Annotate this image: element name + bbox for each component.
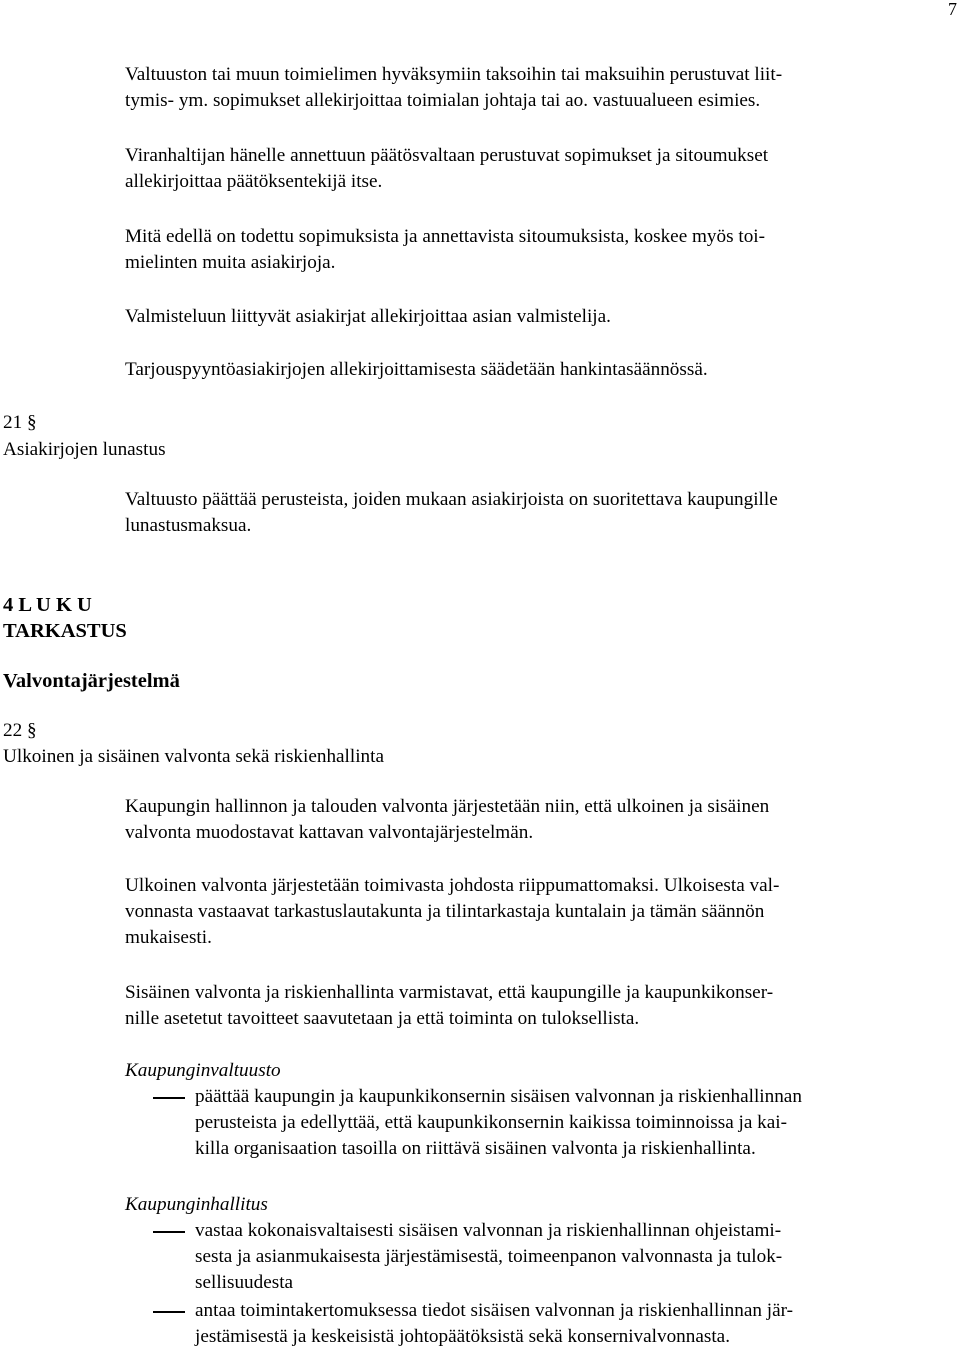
paragraph-tender-documents: Tarjouspyyntöasiakirjojen allekirjoittamisesta säädetään hankintasäännössä. xyxy=(125,359,708,380)
list-item-text xyxy=(195,1218,925,1296)
text-line: sellisuudesta xyxy=(195,1272,294,1293)
section-21-number xyxy=(3,410,37,436)
text-line: jestämisestä ja keskeisistä johtopäätöksistä sekä konsernivalvonnasta. xyxy=(195,1326,730,1347)
list-item-text xyxy=(195,1298,925,1350)
paragraph-internal-control xyxy=(125,980,925,1032)
paragraph-contracts-fees xyxy=(125,62,925,114)
text-line: vonnasta vastaavat tarkastuslautakunta ja tilintarkastaja kuntalain ja tämän säännön xyxy=(125,901,765,922)
text-line: killa organisaation tasoilla on riittävä sisäinen valvonta ja riskienhallinta. xyxy=(195,1138,756,1159)
list-item xyxy=(125,1084,925,1164)
text-line: tymis- ym. sopimukset allekirjoittaa toimialan johtaja tai ao. vastuualueen esimies. xyxy=(125,90,761,111)
list-item xyxy=(125,1298,925,1352)
list-item-text xyxy=(195,1084,925,1162)
text-line: Viranhaltijan hänelle annettuun päätösvaltaan perustuvat sopimukset ja sitoumukset xyxy=(125,145,769,166)
text-line: vastaa kokonaisvaltaisesti sisäisen valvonnan ja riskienhallinnan ohjeistami- xyxy=(195,1220,782,1241)
section-sign-icon: § xyxy=(26,412,37,433)
text-line: antaa toimintakertomuksessa tiedot sisäisen valvonnan ja riskienhallinnan jär- xyxy=(195,1300,793,1321)
text-line: valvonta muodostavat kattavan valvontajärjestelmän. xyxy=(125,822,534,843)
heading-city-council: Kaupunginvaltuusto xyxy=(125,1060,281,1081)
paragraph-control-system xyxy=(125,794,925,846)
dash-bullet xyxy=(153,1311,185,1313)
section-number: 22 xyxy=(3,720,23,741)
page-number: 7 xyxy=(948,0,957,19)
text-line: Mitä edellä on todettu sopimuksista ja annettavista sitoumuksista, koskee myös toi- xyxy=(125,226,766,247)
text-line: Valtuuston tai muun toimielimen hyväksymiin taksoihin tai maksuihin perustuvat liit- xyxy=(125,64,783,85)
chapter-number: 4 L U K U xyxy=(3,594,92,616)
subheading-control-system: Valvontajärjestelmä xyxy=(3,670,180,692)
section-sign-icon: § xyxy=(26,720,37,741)
text-line: mukaisesti. xyxy=(125,927,212,948)
text-line: Valtuusto päättää perusteista, joiden mukaan asiakirjoista on suoritettava kaupungille xyxy=(125,489,778,510)
text-line: nille asetetut tavoitteet saavutetaan ja että toiminta on tuloksellista. xyxy=(125,1008,640,1029)
paragraph-other-documents xyxy=(125,224,925,276)
section-number: 21 xyxy=(3,412,23,433)
section-22-title: Ulkoinen ja sisäinen valvonta sekä riskienhallinta xyxy=(3,746,384,767)
section-22-number xyxy=(3,718,37,744)
paragraph-official-contracts xyxy=(125,143,925,195)
paragraph-external-control xyxy=(125,873,925,951)
heading-city-board: Kaupunginhallitus xyxy=(125,1194,268,1215)
text-line: päättää kaupungin ja kaupunkikonsernin sisäisen valvonnan ja riskienhallinnan xyxy=(195,1086,802,1107)
paragraph-preparation: Valmisteluun liittyvät asiakirjat allekirjoittaa asian valmistelija. xyxy=(125,306,611,327)
chapter-title: TARKASTUS xyxy=(3,620,127,642)
text-line: mielinten muita asiakirjoja. xyxy=(125,252,336,273)
paragraph-redemption-fees xyxy=(125,487,925,539)
text-line: Ulkoinen valvonta järjestetään toimivasta johdosta riippumattomaksi. Ulkoisesta val- xyxy=(125,875,780,896)
list-item xyxy=(125,1218,925,1298)
dash-bullet xyxy=(153,1231,185,1233)
text-line: Sisäinen valvonta ja riskienhallinta varmistavat, että kaupungille ja kaupunkikonser- xyxy=(125,982,774,1003)
text-line: lunastusmaksua. xyxy=(125,515,252,536)
text-line: Kaupungin hallinnon ja talouden valvonta järjestetään niin, että ulkoinen ja sisäinen xyxy=(125,796,770,817)
text-line: perusteista ja edellyttää, että kaupunkikonsernin kaikissa toiminnoissa ja kai- xyxy=(195,1112,787,1133)
text-line: allekirjoittaa päätöksentekijä itse. xyxy=(125,171,383,192)
text-line: sesta ja asianmukaisesta järjestämisestä, toimeenpanon valvonnasta ja tulok- xyxy=(195,1246,783,1267)
dash-bullet xyxy=(153,1097,185,1099)
section-21-title: Asiakirjojen lunastus xyxy=(3,439,166,460)
